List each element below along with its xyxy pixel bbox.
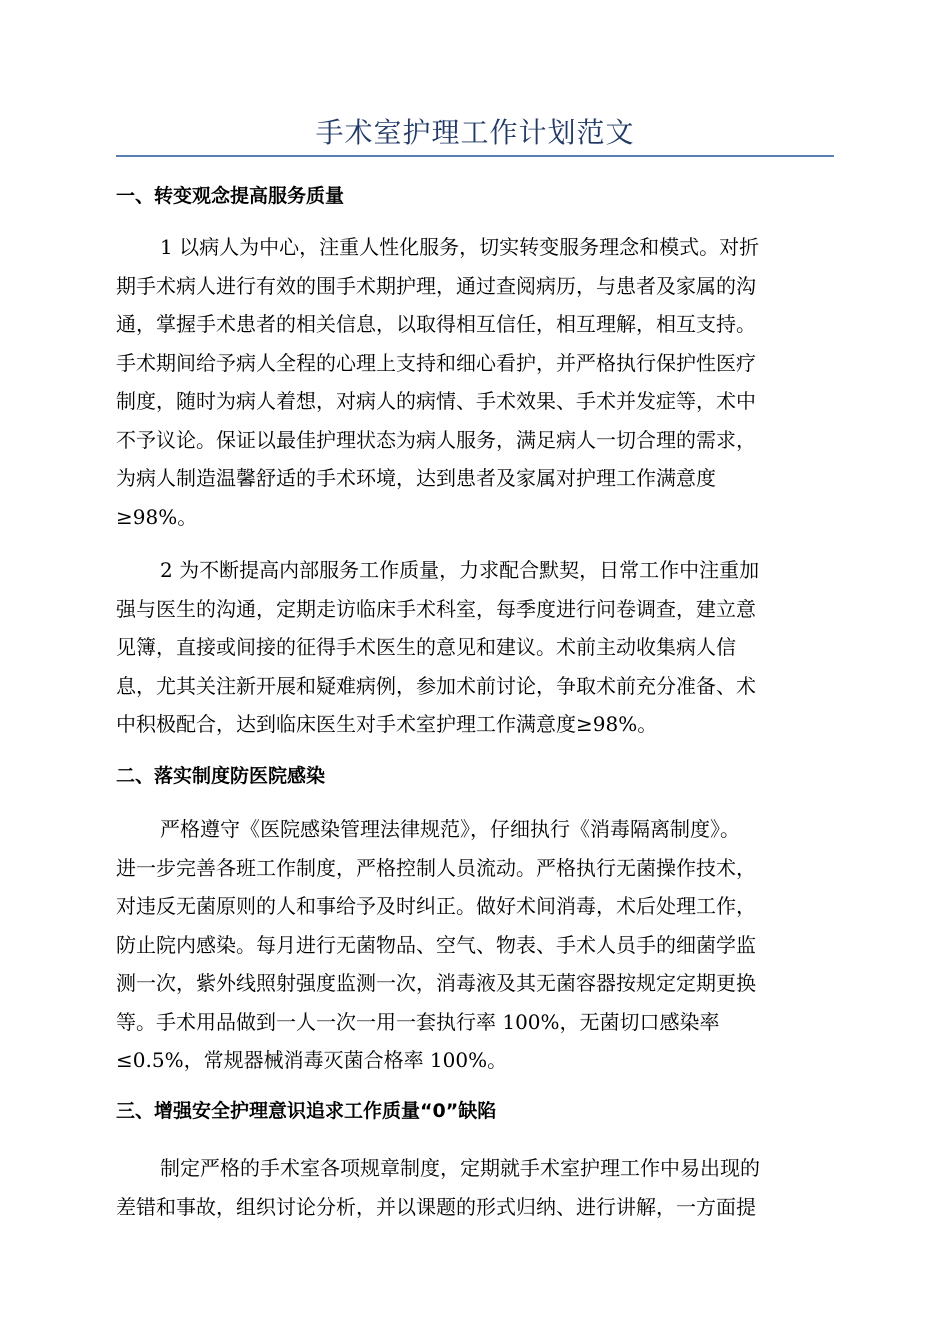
text-line: 强与医生的沟通，定期走访临床手术科室，每季度进行问卷调查，建立意 bbox=[116, 596, 756, 621]
text-line: 2 为不断提高内部服务工作质量，力求配合默契，日常工作中注重加 bbox=[160, 558, 760, 582]
section-heading-3: 三、增强安全护理意识追求工作质量“0”缺陷 bbox=[116, 1100, 497, 1122]
document-title: 手术室护理工作计划范文 bbox=[315, 116, 635, 149]
text-line: 中积极配合，达到临床医生对手术室护理工作满意度≥98%。 bbox=[116, 712, 658, 736]
text-line: 差错和事故，组织讨论分析，并以课题的形式归纳、进行讲解，一方面提 bbox=[116, 1194, 756, 1219]
text-line: 防止院内感染。每月进行无菌物品、空气、物表、手术人员手的细菌学监 bbox=[116, 932, 756, 957]
text-line: 不予议论。保证以最佳护理状态为病人服务，满足病人一切合理的需求， bbox=[116, 427, 756, 452]
text-line: 1 以病人为中心，注重人性化服务，切实转变服务理念和模式。对折 bbox=[160, 235, 760, 259]
section-1-paragraph-1 bbox=[116, 228, 834, 536]
section-heading-2: 二、落实制度防医院感染 bbox=[116, 765, 326, 787]
text-line: ≤0.5%，常规器械消毒灭菌合格率 100%。 bbox=[116, 1048, 508, 1072]
section-2-paragraph-1 bbox=[116, 810, 834, 1080]
text-line: 期手术病人进行有效的围手术期护理，通过查阅病历，与患者及家属的沟 bbox=[116, 273, 756, 298]
section-1-paragraph-2 bbox=[116, 551, 834, 744]
text-line: 制度，随时为病人着想，对病人的病情、手术效果、手术并发症等，术中 bbox=[116, 389, 756, 413]
text-line: 为病人制造温馨舒适的手术环境，达到患者及家属对护理工作满意度 bbox=[116, 466, 716, 490]
text-line: 手术期间给予病人全程的心理上支持和细心看护，并严格执行保护性医疗 bbox=[116, 350, 756, 375]
text-line: ≥98%。 bbox=[116, 504, 198, 529]
text-line: 进一步完善各班工作制度，严格控制人员流动。严格执行无菌操作技术， bbox=[116, 855, 756, 880]
text-line: 制定严格的手术室各项规章制度，定期就手术室护理工作中易出现的 bbox=[160, 1156, 760, 1180]
text-line: 等。手术用品做到一人一次一用一套执行率 100%，无菌切口感染率 bbox=[116, 1009, 720, 1034]
text-line: 测一次，紫外线照射强度监测一次，消毒液及其无菌容器按规定定期更换 bbox=[116, 971, 756, 995]
section-heading-1: 一、转变观念提高服务质量 bbox=[116, 185, 345, 207]
text-line: 通，掌握手术患者的相关信息，以取得相互信任，相互理解，相互支持。 bbox=[116, 312, 756, 336]
section-3-paragraph-1 bbox=[116, 1149, 834, 1226]
text-line: 对违反无菌原则的人和事给予及时纠正。做好术间消毒，术后处理工作， bbox=[116, 894, 756, 918]
text-line: 息，尤其关注新开展和疑难病例，参加术前讨论，争取术前充分准备、术 bbox=[116, 673, 756, 698]
title-underline bbox=[116, 155, 834, 157]
text-line: 严格遵守《医院感染管理法律规范》，仔细执行《消毒隔离制度》。 bbox=[160, 817, 740, 841]
text-line: 见簿，直接或间接的征得手术医生的意见和建议。术前主动收集病人信 bbox=[116, 635, 736, 659]
